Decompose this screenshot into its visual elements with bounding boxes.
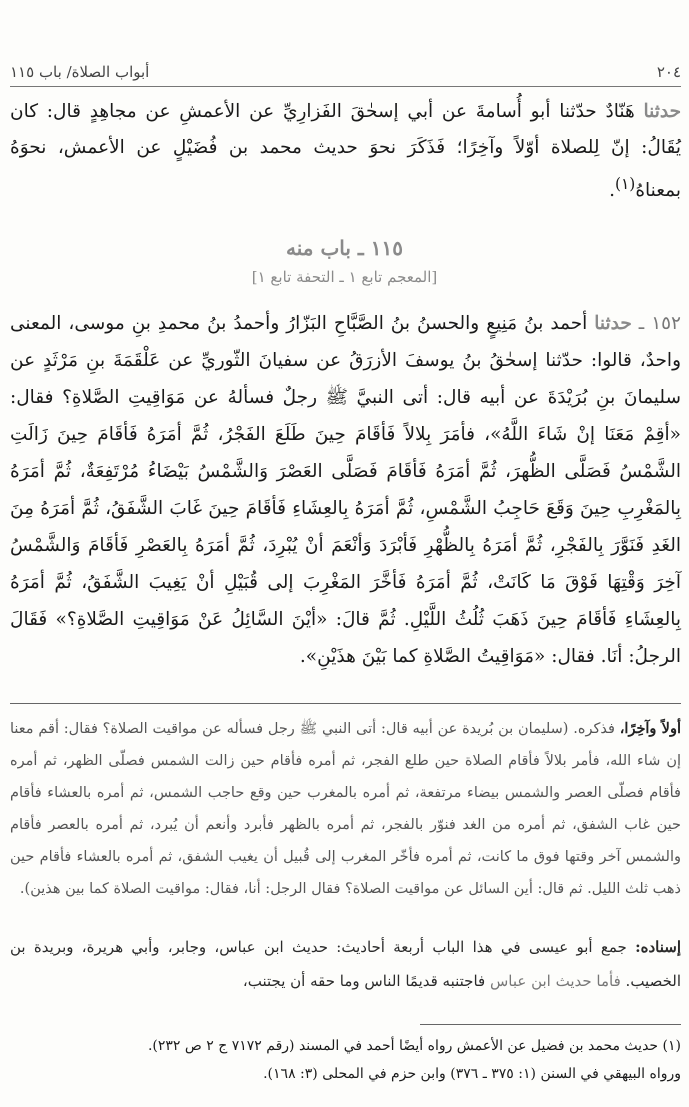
footnote-line-1: (١) حديث محمد بن فضيل عن الأعمش رواه أيضًا أحمد في المسند (رقم ٧١٧٢ ج ٢ ص ٢٣٢). <box>147 1038 681 1054</box>
hadith-number: ١٥٢ ـ <box>638 313 681 334</box>
opening-paragraph: حدثنا هَنّادٌ حدّثنا أبو أُسامةَ عن أبي إسحٰقَ الفَزارِيِّ عن الأعمشِ عن مجاهِدٍ قال: كان يُقَالُ: إنّ لِلصلاة أوّلاً وآخِرًا؛ فَذَكَرَ نحوَ حديث محمد بن فُضَيْلٍ عن الأعمش، نحوَهُ بمعناهُ$^{(١)}$. <box>10 101 681 202</box>
commentary-lead: أولاً وآخِرًا، <box>619 720 681 737</box>
hadith-keyword: حدثنا <box>594 313 632 334</box>
footnotes <box>10 1032 681 1088</box>
commentary-text: فذكره. (سليمان بن بُريدة عن أبيه قال: أتى النبي ﷺ رجل فسأله عن مواقيت الصلاة؟ فقال: أقم معنا إن شاء الله، فأمر بلالاً فأقام الصلاة حين طلع الفجر، ثم أمره فأقام حين زالت الشمس فصلّى الظهر، ثم أمره فأقام فصلّى العصر والشمس بيضاء مرتفعة، ثم أمره بالمغرب حين وقع حاجب الشمس، ثم أمره بالعشاء فأقام حين غاب الشفق، ثم أمره من الغد فنوّر بالفجر، ثم أمره بالظهر فأبرد وأنعم أن يُبرد، ثم أمره بالعصر فأقام والشمس آخر وقتها فوق ما كانت، ثم أمره فأخّر المغرب إلى قُبيل أن يغيب الشفق، ثم أمره بالعشاء فأقام حين ذهب ثلث الليل. ثم قال: أين السائل عن مواقيت الصلاة؟ فقال الرجل: أنا، فقال: مواقيت الصلاة كما بين هذين). <box>10 721 681 897</box>
chapter-heading: ١١٥ ـ باب منه <box>286 236 403 260</box>
hadith-text <box>10 305 681 675</box>
isnad-paragraph <box>10 930 681 998</box>
isnad-tail: فاجتنبه قديمًا الناس وما حقه أن يجتنب، <box>242 972 490 990</box>
chapter-subtitle: [المعجم تابع ١ ـ التحفة تابع ١] <box>251 268 438 286</box>
section-divider <box>10 703 681 704</box>
paragraph-text: هَنّادٌ حدّثنا أبو أُسامةَ عن أبي إسحٰقَ الفَزارِيِّ عن الأعمشِ عن مجاهِدٍ قال: كان يُقَالُ: إنّ لِلصلاة أوّلاً وآخِرًا؛ فَذَكَرَ نحوَ حديث محمد بن فُضَيْلٍ عن الأعمش، نحوَهُ بمعناهُ <box>10 101 681 202</box>
isnad-label: إسناده: <box>635 938 681 956</box>
running-header <box>10 58 681 87</box>
footnote-ref[interactable]: (١) <box>615 175 636 193</box>
header-title: أبواب الصلاة/ باب ١١٥ <box>10 63 150 81</box>
haddathana-keyword: حدثنا <box>643 101 681 122</box>
commentary <box>10 713 681 905</box>
isnad-grey-text: فأما حديث ابن عباس <box>489 972 626 990</box>
hadith-body: أحمد بنُ مَنِيعٍ والحسنُ بنُ الصَّبَّاحِ البَزّارُ وأحمدُ بنُ محمدِ بنِ موسى، المعنى واحدٌ، قالوا: حدّثنا إسحٰقُ بنُ يوسفَ الأزرَقُ عن سفيانَ الثّوريِّ عن عَلْقَمَةَ بنِ مَرْثَدٍ عن سليمانَ بنِ بُرَيْدَةَ عن أبيه قال: أتى النبيَّ ﷺ رجلٌ فسألهُ عن مَوَاقِيتِ الصَّلاةِ؟ فقال: «أقِمْ مَعَنَا إنْ شَاءَ اللَّهُ»، فأمَرَ بِلالاً فَأقَامَ حِينَ طَلَعَ الفَجْرُ، ثُمَّ أمَرَهُ فَأقَامَ حِينَ زَالَتِ الشَّمْسُ فَصَلَّى الظُّهرَ، ثُمَّ أمَرَهُ فَأقَامَ فَصَلَّى العَصْرَ وَالشَّمْسُ بَيْضَاءُ مُرْتَفِعَةٌ، ثُمَّ أمَرَهُ بِالمَغْرِبِ حِينَ وَقَعَ حَاجِبُ الشَّمْسِ، ثُمَّ أمَرَهُ بِالعِشَاءِ فَأقَامَ حِينَ غَابَ الشَّفَقُ، ثُمَّ أمَرَهُ مِنَ الغَدِ فَنَوَّرَ بِالفَجْرِ، ثُمَّ أمَرَهُ بِالظُّهْرِ فَأبْرَدَ وَأنْعَمَ أنْ يُبْرِدَ، ثُمَّ أمَرَهُ بِالعَصْرِ فَأقَامَ وَالشَّمْسُ آخِرَ وَقْتِهَا فَوْقَ مَا كَانَتْ، ثُمَّ أمَرَهُ فَأخَّرَ المَغْرِبَ إلى قُبَيْلِ أنْ يَغِيبَ الشَّفَقُ، ثُمَّ أمَرَهُ بِالعِشَاءِ فَأقَامَ حِينَ ذَهَبَ ثُلُثُ اللَّيْلِ. ثُمَّ قالَ: «أيْنَ السَّائِلُ عَنْ مَوَاقِيتِ الصَّلاةِ؟» فَقَالَ الرجلُ: أنَا. فقال: «مَوَاقِيتُ الصَّلاةِ كما بَيْنَ هذَيْنِ». <box>10 313 682 667</box>
isnad-text: جمع أبو عيسى في هذا الباب أربعة أحاديث: حديث ابن عباس، وجابر، وأبي هريرة، وبريدة بن الخصيب. <box>10 938 681 990</box>
footnote-line-2: ورواه البيهقي في السنن (١: ٣٧٥ ـ ٣٧٦) وابن حزم في المحلى (٣: ١٦٨). <box>263 1066 681 1082</box>
page-number: ٢٠٤ <box>656 63 681 81</box>
footnote-divider <box>420 1024 681 1025</box>
